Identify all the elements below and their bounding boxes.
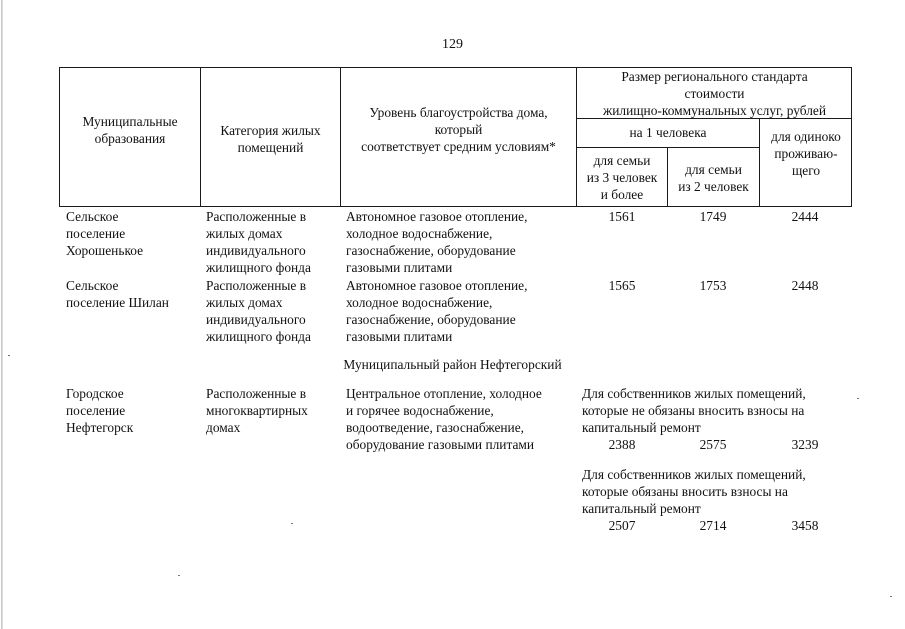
value-single: 3458	[791, 518, 819, 533]
value-family2: 2575	[699, 437, 727, 452]
value-family3: 1561	[608, 209, 636, 224]
page-number: 129	[442, 37, 463, 52]
header-municipality: Муниципальные образования	[82, 114, 178, 146]
value-family2: 1753	[699, 278, 727, 293]
header-family2: для семьи из 2 человек	[678, 162, 749, 194]
value-single: 2444	[791, 209, 819, 224]
header-per-person: на 1 человека	[629, 125, 707, 140]
value-family3: 2507	[608, 518, 636, 533]
scan-speck	[857, 398, 859, 399]
value-family2: 1749	[699, 209, 727, 224]
header-size-standard: Размер регионального стандарта стоимости жилищно-коммунальных услуг, рублей	[602, 69, 827, 118]
value-single: 3239	[791, 437, 819, 452]
owner-group-note: Для собственников жилых помещений, которые обязаны вносить взносы на капитальный ремонт	[582, 467, 806, 516]
district-heading: Муниципальный район Нефтегорский	[343, 357, 562, 372]
row-level: Автономное газовое отопление, холодное водоснабжение, газоснабжение, оборудование газовыми плитами	[346, 209, 528, 275]
scan-edge	[1, 0, 3, 629]
scan-speck	[8, 355, 10, 356]
value-family3: 1565	[608, 278, 636, 293]
row-municipality: Сельское поселение Хорошенькое	[66, 209, 144, 258]
row-category: Расположенные в многоквартирных домах	[206, 386, 308, 435]
row-category: Расположенные в жилых домах индивидуального жилищного фонда	[206, 209, 311, 275]
row-municipality: Сельское поселение Шилан	[66, 278, 169, 310]
scan-speck	[178, 575, 180, 576]
header-family3: для семьи из 3 человек и более	[586, 153, 658, 202]
row-level: Центральное отопление, холодное и горячее водоснабжение, водоотведение, газоснабжение, оборудование газовыми плитами	[346, 386, 542, 452]
value-family2: 2714	[699, 518, 727, 533]
row-category: Расположенные в жилых домах индивидуального жилищного фонда	[206, 278, 311, 344]
header-level: Уровень благоустройства дома, который соответствует средним условиям*	[361, 105, 556, 154]
value-single: 2448	[791, 278, 819, 293]
row-level: Автономное газовое отопление, холодное водоснабжение, газоснабжение, оборудование газовыми плитами	[346, 278, 528, 344]
header-category: Категория жилых помещений	[220, 123, 321, 155]
scan-speck	[291, 523, 293, 524]
value-family3: 2388	[608, 437, 636, 452]
row-municipality: Городское поселение Нефтегорск	[66, 386, 134, 435]
owner-group-note: Для собственников жилых помещений, которые не обязаны вносить взносы на капитальный ремонт	[582, 386, 806, 435]
header-single: для одиноко проживаю- щего	[771, 129, 841, 178]
scan-speck	[890, 596, 892, 597]
